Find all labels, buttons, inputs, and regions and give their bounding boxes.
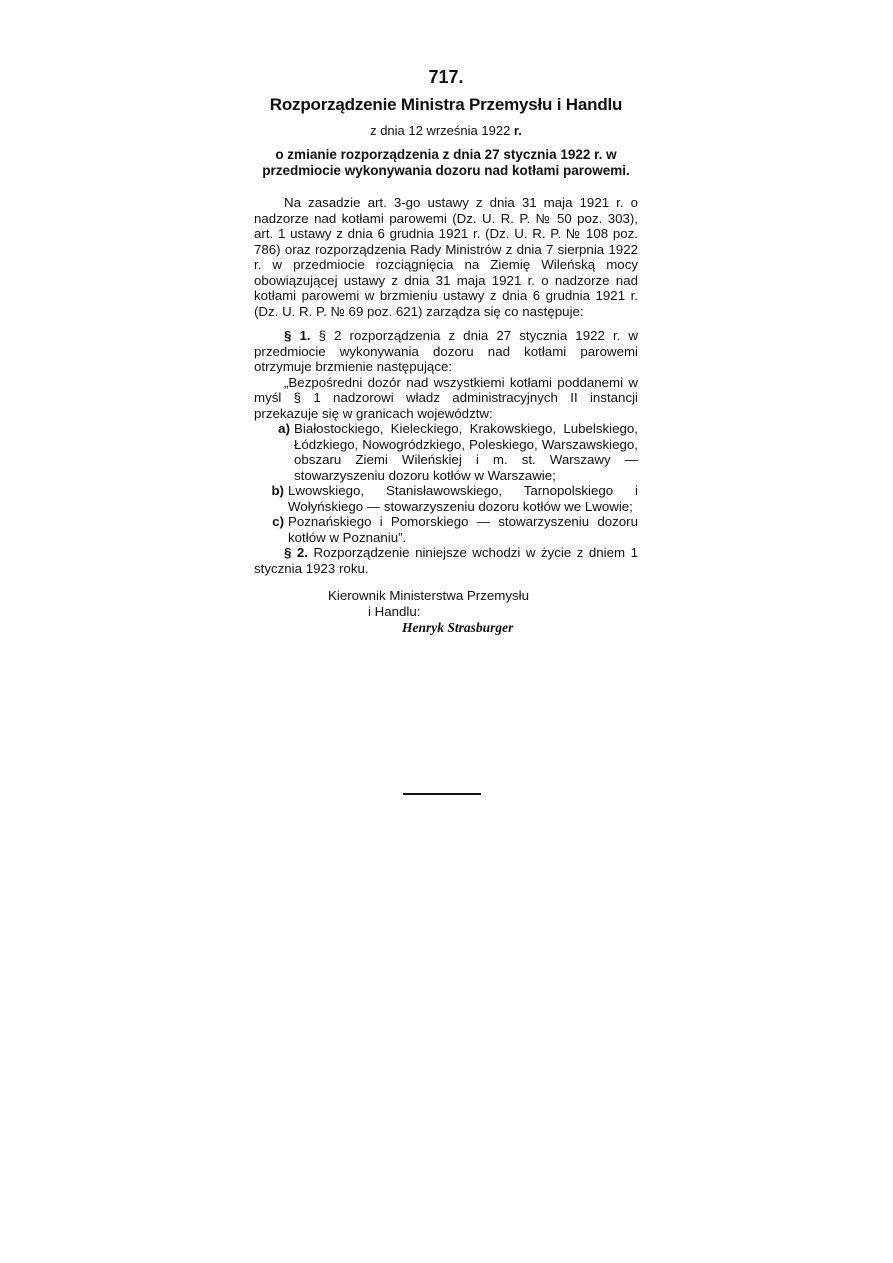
list-item: [262, 514, 638, 545]
section-2-label: § 2.: [284, 545, 308, 560]
document-page: [254, 66, 638, 636]
list-item-text: Poznańskiego i Pomorskiego — stowarzyszeniu dozoru kotłów w Poznaniu”.: [288, 514, 638, 545]
section-2-paragraph: [254, 545, 638, 576]
preamble-paragraph: Na zasadzie art. 3-go ustawy z dnia 31 maja 1921 r. o nadzorze nad kotłami parowemi (Dz. U. R. P. № 50 poz. 303), art. 1 ustawy z dnia 6 grudnia 1921 r. (Dz. U. R. P. № 108 poz. 786) oraz rozporządzenia Rady Ministrów z dnia 7 sierpnia 1922 r. w przedmiocie rozciągnięcia na Ziemię Wileńską mocy obowiązującej ustawy z dnia 31 maja 1921 r. o nadzorze nad kotłami parowemi w brzmieniu ustawy z dnia 6 grudnia 1921 r. (Dz. U. R. P. № 69 poz. 621) zarządza się co następuje:: [254, 195, 638, 319]
closing-rule: [403, 793, 481, 795]
list-item-text: Białostockiego, Kieleckiego, Krakowskiego, Lubelskiego, Łódzkiego, Nowogródzkiego, Poleskiego, Warszawskiego, obszaru Ziemi Wileńskiej i m. st. Warszawy — stowarzyszeniu dozoru kotłów w Warszawie;: [294, 421, 638, 483]
document-title: Rozporządzenie Ministra Przemysłu i Handlu: [269, 95, 623, 114]
section-2-text: Rozporządzenie niniejsze wchodzi w życie z dniem 1 stycznia 1923 roku.: [254, 545, 638, 576]
signature-role-line-1: Kierownik Ministerstwa Przemysłu: [328, 588, 529, 603]
document-number: 717.: [428, 67, 464, 87]
date-suffix: r.: [513, 123, 522, 138]
signature-role-line-2: i Handlu:: [368, 604, 421, 619]
section-1-label: § 1.: [284, 328, 311, 343]
list-item: [262, 483, 638, 514]
document-date: [254, 122, 638, 140]
signature-name: Henryk Strasburger: [402, 620, 514, 635]
voivodeship-list: [254, 421, 638, 545]
date-text: z dnia 12 września 1922: [370, 123, 511, 138]
list-marker: b): [271, 483, 284, 498]
list-marker: c): [272, 514, 284, 529]
list-marker: a): [278, 421, 290, 436]
list-item: [268, 421, 638, 483]
signature-block: [328, 588, 638, 636]
section-1-text: § 2 rozporządzenia z dnia 27 stycznia 1922 r. w przedmiocie wykonywania dozoru nad kotłami parowemi otrzymuje brzmienie następujące:: [254, 328, 638, 374]
list-item-text: Lwowskiego, Stanisławowskiego, Tarnopolskiego i Wołyńskiego — stowarzyszeniu dozoru kotłów we Lwowie;: [288, 483, 638, 514]
document-subject: o zmianie rozporządzenia z dnia 27 stycznia 1922 r. w przedmiocie wykonywania dozoru nad kotłami parowemi.: [262, 147, 630, 178]
quote-intro-paragraph: „Bezpośredni dozór nad wszystkiemi kotłami poddanemi w myśl § 1 nadzorowi władz administracyjnych II instancji przekazuje się w granicach województw:: [254, 374, 638, 421]
section-1-paragraph: [254, 328, 638, 375]
